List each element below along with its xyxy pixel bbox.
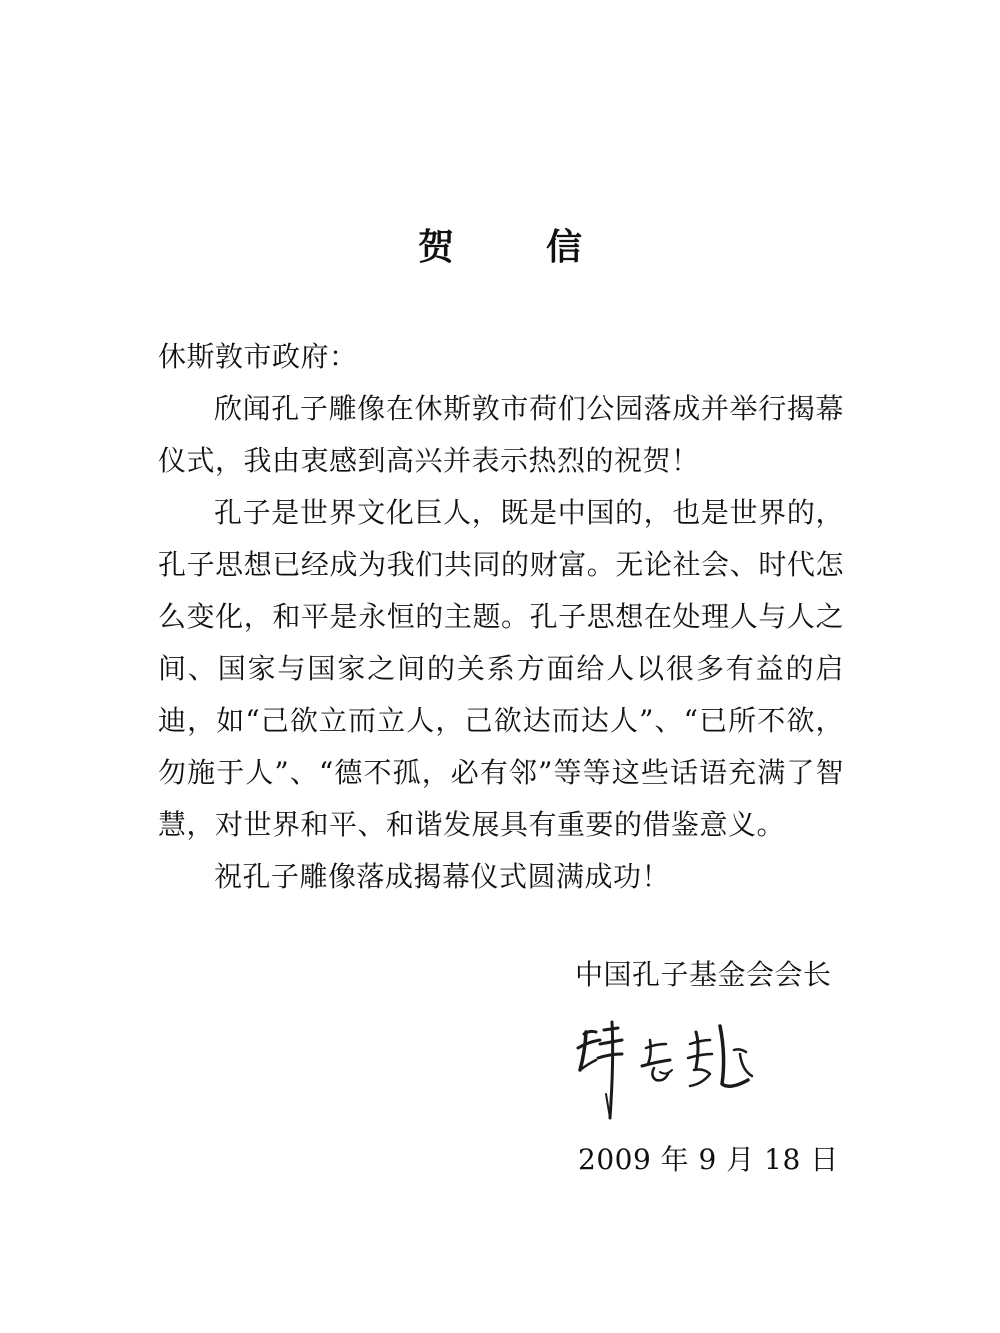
title-char-1: 贺	[418, 227, 455, 268]
salutation: 休斯敦市政府：	[158, 340, 358, 373]
paragraph-closing-wish: 祝孔子雕像落成揭幕仪式圆满成功！	[214, 860, 671, 893]
sender-title: 中国孔子基金会会长	[575, 958, 832, 991]
paragraph-confucius-thought: 孔子是世界文化巨人，既是中国的，也是世界的，孔子思想已经成为我们共同的财富。无论社会、时代怎么变化，和平是永恒的主题。孔子思想在处理人与人之间、国家与国家之间的关系方面给人以很多有益的启迪，如“己欲立而立人，己欲达而达人”、“已所不欲，勿施于人”、“德不孤，必有邻”等等这些话语充满了智慧，对世界和平、和谐发展具有重要的借鉴意义。	[158, 496, 844, 841]
letter-date: 2009 年 9 月 18 日	[578, 1143, 839, 1176]
paragraph-congratulation: 欣闻孔子雕像在休斯敦市荷们公园落成并举行揭幕仪式，我由衷感到高兴并表示热烈的祝贺！	[158, 392, 844, 477]
title-char-2: 信	[546, 227, 583, 268]
letter-title	[0, 224, 1000, 272]
handwritten-signature	[570, 1010, 770, 1125]
